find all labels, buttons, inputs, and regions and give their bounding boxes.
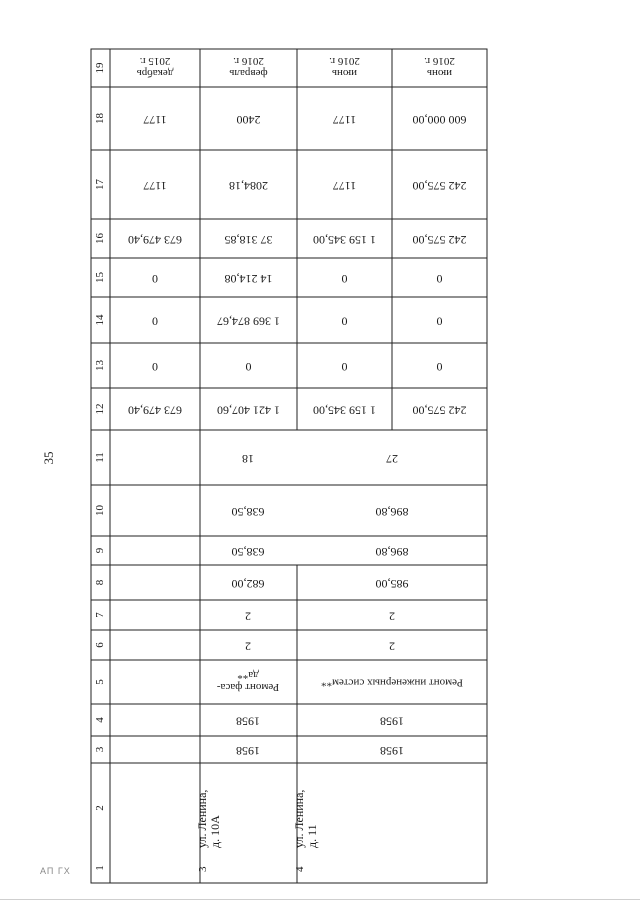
cell-value: 0 [245,359,252,374]
cell-value: 2084,18 [229,178,268,193]
column-number-9: 9 [94,547,107,554]
cell-value: 2 [245,639,251,654]
cell-value: 1958 [380,714,404,729]
row-index-3: 3 [197,866,209,872]
column-number-18: 18 [94,113,107,124]
column-number-6: 6 [94,642,107,648]
cell-value: 1177 [332,178,357,193]
address-cell-a: ул. Ленина,д. 10А [195,789,222,848]
cell-value: 0 [341,314,348,329]
cell-value: 0 [152,314,158,329]
cell-value: 14 214,08 [224,271,273,286]
cell-value: 896,80 [375,504,409,519]
column-number-14: 14 [94,314,107,326]
cell-value: 0 [152,271,158,286]
cell-value: 2400 [236,112,261,127]
column-number-19: 19 [94,62,107,74]
row-index-4: 4 [294,866,306,872]
cell-value: 1958 [380,743,404,758]
cell-value: 1 421 407,60 [217,403,280,418]
column-number-5: 5 [94,679,107,685]
table-border [91,49,487,883]
cell-value: 1958 [236,743,260,758]
date-cell: декабрь2015 г. [136,55,174,80]
column-number-2: 2 [94,805,107,811]
cell-value: 673 479,40 [128,232,182,247]
cell-value: 0 [436,271,443,286]
cell-value: 1177 [143,112,167,127]
column-number-17: 17 [94,179,107,190]
cell-value: 27 [386,451,398,466]
cell-value: 1 159 345,00 [313,403,376,418]
cell-value: 0 [341,359,348,374]
column-number-1: 1 [94,865,107,871]
cell-value: 673 479,40 [128,403,182,418]
cell-value: 600 000,00 [412,112,467,127]
cell-value: 0 [341,271,348,286]
cell-value: 896,80 [375,544,409,559]
cell-value: 2 [389,609,395,624]
column-number-15: 15 [94,272,107,283]
work-type-cell-b: Ремонт инженерных систем** [321,676,463,689]
cell-value: 242 575,00 [412,232,467,247]
cell-value: 638,50 [231,504,265,519]
date-cell: июнь2016 г. [424,55,455,80]
column-number-8: 8 [94,579,107,586]
column-number-13: 13 [94,360,107,371]
cell-value: 638,50 [231,544,265,559]
cell-value: 0 [436,314,443,329]
corner-mark: АП ГХ [40,866,71,876]
work-type-cell-a: Ремонт фаса-да** [216,669,280,694]
cell-value: 1 369 874,67 [217,314,280,329]
cell-value: 985,00 [375,576,409,591]
column-number-3: 3 [94,746,107,753]
page-number: 35 [41,451,56,465]
column-number-10: 10 [94,505,107,516]
date-cell: июнь2016 г. [329,55,360,80]
column-number-4: 4 [94,717,107,723]
cell-value: 682,00 [231,576,265,591]
cell-value: 1958 [236,714,260,729]
column-number-7: 7 [94,612,107,618]
column-number-12: 12 [94,403,107,415]
cell-value: 37 318,85 [224,232,273,247]
column-number-11: 11 [94,452,107,463]
cell-value: 18 [242,451,254,466]
cell-value: 1177 [332,112,357,127]
cell-value: 1177 [143,178,167,193]
cell-value: 242 575,00 [412,178,467,193]
cell-value: 0 [436,359,443,374]
cell-value: 242 575,00 [412,403,467,418]
cell-value: 1 159 345,00 [313,232,376,247]
cell-value: 2 [245,609,251,624]
cell-value: 2 [389,639,395,654]
address-cell-b: ул. Ленина,д. 11 [292,789,319,848]
column-number-16: 16 [94,233,107,244]
cell-value: 0 [152,359,158,374]
date-cell: февраль2016 г. [229,55,268,80]
